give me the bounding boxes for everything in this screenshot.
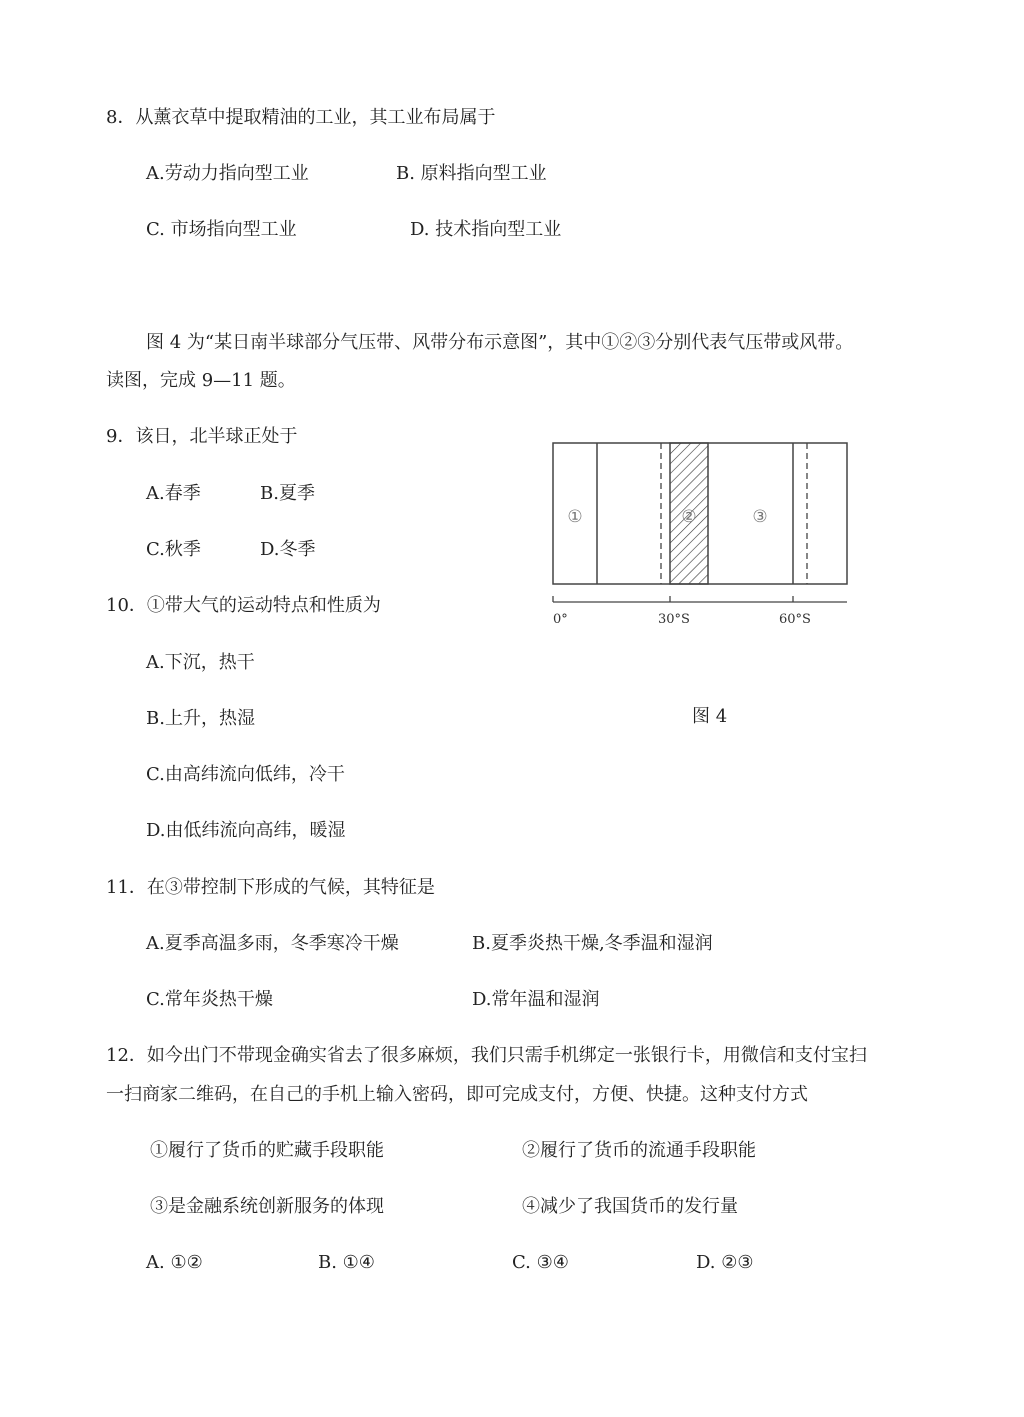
belt-label-2: ② [681, 507, 697, 527]
q12-statement-2: ②履行了货币的流通手段职能 [522, 1140, 756, 1161]
q9-stem: 9．该日，北半球正处于 [106, 426, 298, 447]
q8-option-b: B. 原料指向型工业 [396, 163, 547, 184]
q12-option-c: C. ③④ [512, 1252, 569, 1273]
q12-stem-line-2: 一扫商家二维码，在自己的手机上输入密码，即可完成支付，方便、快捷。这种支付方式 [106, 1084, 808, 1105]
tick-label-30s: 30°S [658, 612, 690, 627]
belt-label-1: ① [567, 507, 583, 527]
q10-option-c: C.由高纬流向低纬，冷干 [146, 764, 345, 785]
belt-label-3: ③ [752, 507, 768, 527]
figure-caption: 图 4 [692, 706, 728, 727]
q8-option-a: A.劳动力指向型工业 [146, 163, 309, 184]
q11-option-a: A.夏季高温多雨，冬季寒冷干燥 [146, 933, 399, 954]
q11-stem: 11．在③带控制下形成的气候，其特征是 [106, 877, 435, 898]
tick-label-60s: 60°S [779, 612, 811, 627]
q8-option-c: C. 市场指向型工业 [146, 219, 297, 240]
q12-stem-line-1: 12．如今出门不带现金确实省去了很多麻烦，我们只需手机绑定一张银行卡，用微信和支付宝扫 [106, 1045, 867, 1066]
q11-option-c: C.常年炎热干燥 [146, 989, 273, 1010]
q10-option-b: B.上升，热湿 [146, 708, 255, 729]
q9-option-a: A.春季 [146, 483, 201, 504]
q9-option-c: C.秋季 [146, 539, 201, 560]
q11-option-d: D.常年温和湿润 [472, 989, 600, 1010]
q12-option-d: D. ②③ [696, 1252, 754, 1273]
q11-option-b: B.夏季炎热干燥,冬季温和湿润 [472, 933, 713, 954]
intro-line-2: 读图，完成 9—11 题。 [106, 370, 296, 391]
q12-statement-4: ④减少了我国货币的发行量 [522, 1196, 738, 1217]
q12-statement-3: ③是金融系统创新服务的体现 [150, 1196, 384, 1217]
q10-option-d: D.由低纬流向高纬，暖湿 [146, 820, 346, 841]
intro-line-1: 图 4 为“某日南半球部分气压带、风带分布示意图”，其中①②③分别代表气压带或风带。 [146, 332, 854, 353]
q9-option-d: D.冬季 [260, 539, 316, 560]
q8-stem: 8．从薰衣草中提取精油的工业，其工业布局属于 [106, 107, 496, 128]
q10-stem: 10．①带大气的运动特点和性质为 [106, 595, 381, 616]
tick-label-0: 0° [553, 612, 568, 627]
pressure-wind-belt-figure [548, 437, 858, 632]
q12-option-a: A. ①② [146, 1252, 203, 1273]
q12-statement-1: ①履行了货币的贮藏手段职能 [150, 1140, 384, 1161]
q8-option-d: D. 技术指向型工业 [410, 219, 562, 240]
q9-option-b: B.夏季 [260, 483, 315, 504]
q12-option-b: B. ①④ [318, 1252, 375, 1273]
q10-option-a: A.下沉，热干 [146, 652, 255, 673]
